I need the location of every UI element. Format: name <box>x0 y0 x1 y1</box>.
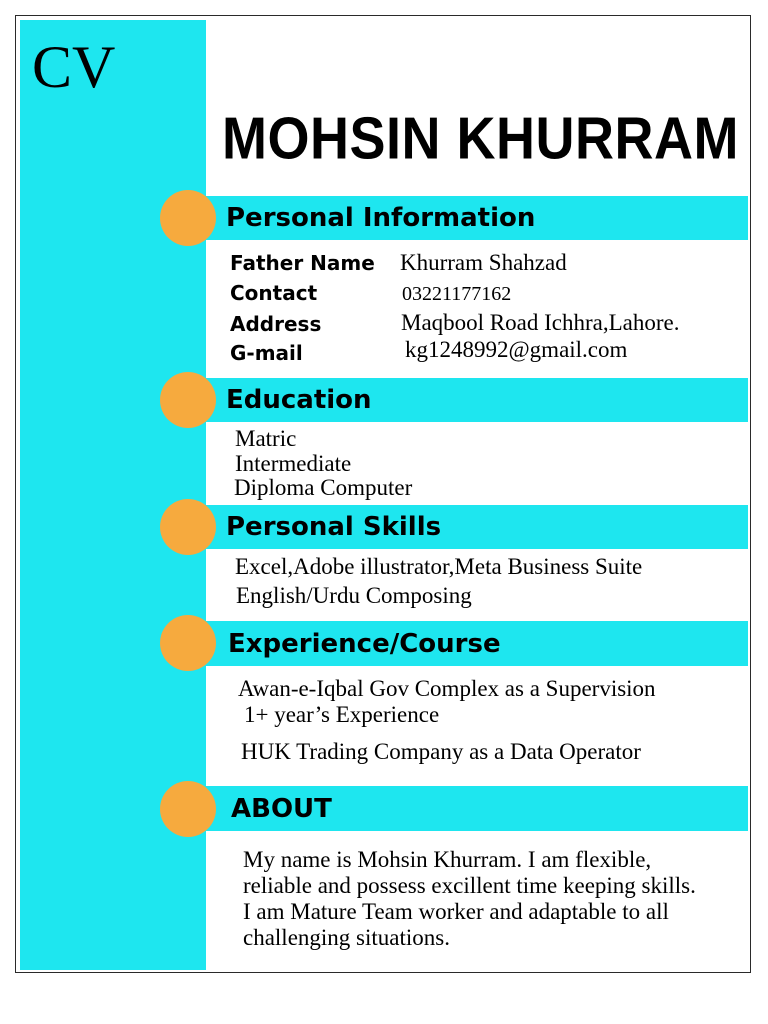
cv-label: CV <box>32 34 116 100</box>
experience-item: 1+ year’s Experience <box>244 702 440 727</box>
father-name-value: Khurram Shahzad <box>400 250 567 275</box>
personal-information-heading: Personal Information <box>226 203 536 233</box>
personal-skills-header-band <box>206 505 748 549</box>
about-text-line: challenging situations. <box>243 925 450 950</box>
experience-heading: Experience/Course <box>228 628 501 659</box>
gmail-label: G-mail <box>230 341 303 365</box>
skill-item: English/Urdu Composing <box>236 583 472 608</box>
education-item: Diploma Computer <box>234 475 413 500</box>
section-bullet-circle <box>160 190 216 246</box>
contact-value: 03221177162 <box>402 283 512 305</box>
gmail-value: kg1248992@gmail.com <box>405 337 628 362</box>
personal-information-header-band <box>206 196 748 240</box>
section-bullet-circle <box>160 615 216 671</box>
education-heading: Education <box>226 385 372 415</box>
personal-skills-heading: Personal Skills <box>226 512 442 542</box>
about-header-band <box>206 786 748 831</box>
candidate-name: MOHSIN KHURRAM <box>222 105 739 172</box>
address-label: Address <box>230 312 322 336</box>
about-text-line: reliable and possess excillent time keeping skills. <box>243 873 696 898</box>
about-heading: ABOUT <box>231 793 332 824</box>
experience-item: HUK Trading Company as a Data Operator <box>241 739 641 764</box>
experience-header-band <box>206 621 748 666</box>
skill-item: Excel,Adobe illustrator,Meta Business Suite <box>235 554 643 579</box>
section-bullet-circle <box>160 372 216 428</box>
address-value: Maqbool Road Ichhra,Lahore. <box>401 310 680 335</box>
education-item: Matric <box>235 426 297 451</box>
father-name-label: Father Name <box>230 251 375 275</box>
about-text-line: I am Mature Team worker and adaptable to all <box>243 899 669 924</box>
education-item: Intermediate <box>235 451 352 476</box>
experience-item: Awan-e-Iqbal Gov Complex as a Supervision <box>238 676 656 701</box>
section-bullet-circle <box>160 499 216 555</box>
contact-label: Contact <box>230 281 318 305</box>
education-header-band <box>206 378 748 422</box>
section-bullet-circle <box>160 781 216 837</box>
about-text-line: My name is Mohsin Khurram. I am flexible, <box>243 847 652 872</box>
